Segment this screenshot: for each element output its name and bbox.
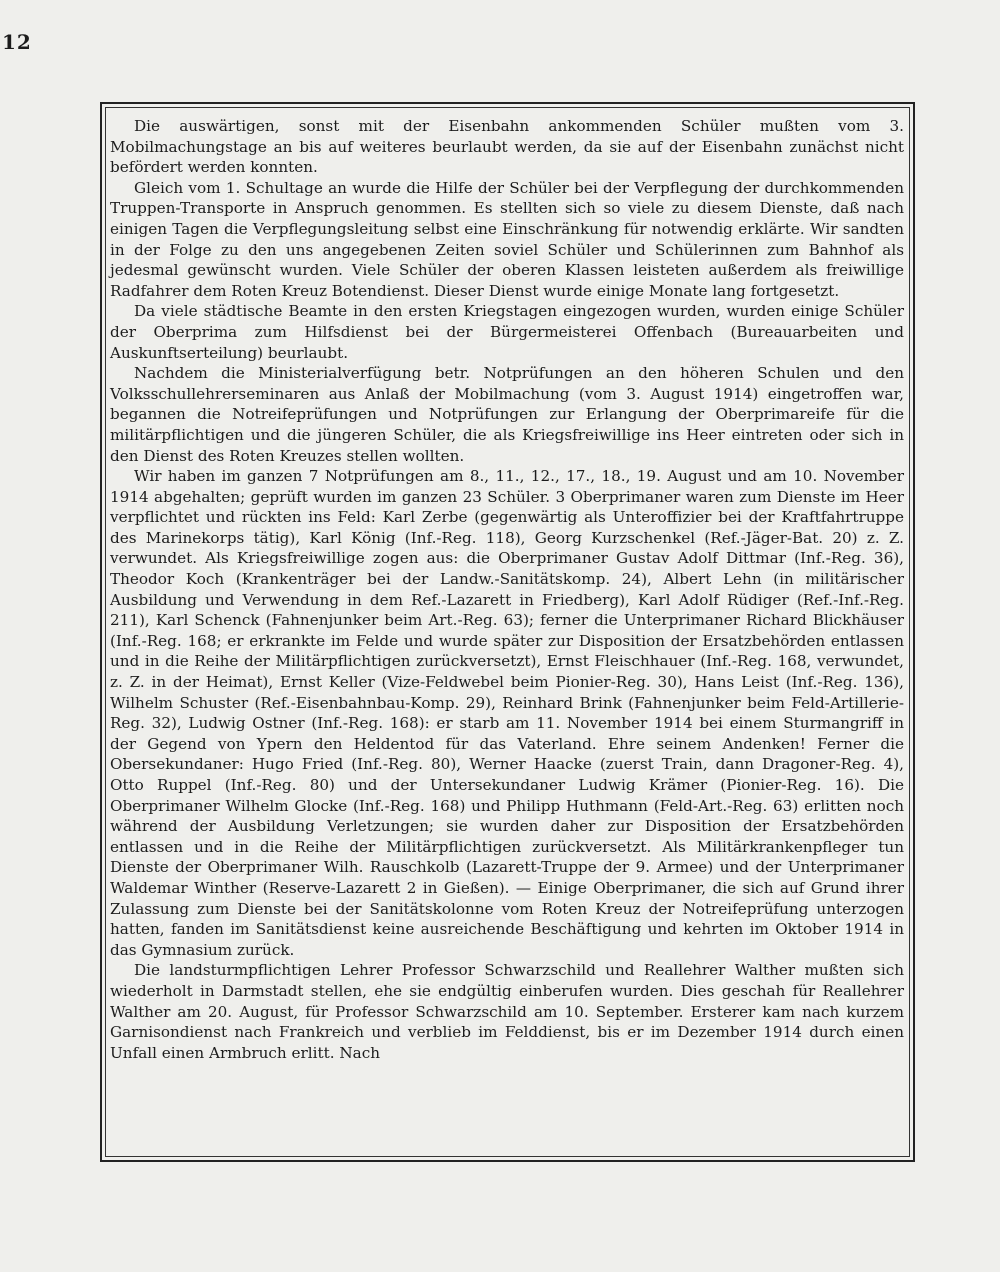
body-text xyxy=(110,116,904,1063)
paragraph-5: Wir haben im ganzen 7 Notprüfungen am 8., 11., 12., 17., 18., 19. August und am 10. November 1914 abgehalten; geprüft wurden im ganzen 23 Schüler. 3 Oberprimaner waren zum Dienste im Heer verpflichtet und rückten ins Feld: Karl Zerbe (gegenwärtig als Unteroffizier bei der Kraftfahrtruppe des Marinekorps tätig), Karl König (Inf.-Reg. 118), Georg Kurzschenkel (Ref.-Jäger-Bat. 20) z. Z. verwundet. Als Kriegsfreiwillige zogen aus: die Oberprimaner Gustav Adolf Dittmar (Inf.-Reg. 36), Theodor Koch (Krankenträger bei der Landw.-Sanitätskomp. 24), Albert Lehn (in militärischer Ausbildung und Verwendung in dem Ref.-Lazarett in Friedberg), Karl Adolf Rüdiger (Ref.-Inf.-Reg. 211), Karl Schenck (Fahnenjunker beim Art.-Reg. 63); ferner die Unterprimaner Richard Blickhäuser (Inf.-Reg. 168; er erkrankte im Felde und wurde später zur Disposition der Ersatzbehörden entlassen und in die Reihe der Militärpflichtigen zurückversetzt), Ernst Fleischhauer (Inf.-Reg. 168, verwundet, z. Z. in der Heimat), Ernst Keller (Vize-Feldwebel beim Pionier-Reg. 30), Hans Leist (Inf.-Reg. 136), Wilhelm Schuster (Ref.-Eisenbahnbau-Komp. 29), Reinhard Brink (Fahnenjunker beim Feld-Artillerie-Reg. 32), Ludwig Ostner (Inf.-Reg. 168): er starb am 11. November 1914 bei einem Sturmangriff in der Gegend von Ypern den Heldentod für das Vaterland. Ehre seinem Andenken! Ferner die Obersekundaner: Hugo Fried (Inf.-Reg. 80), Werner Haacke (zuerst Train, dann Dragoner-Reg. 4), Otto Ruppel (Inf.-Reg. 80) und der Untersekundaner Ludwig Krämer (Pionier-Reg. 16). Die Oberprimaner Wilhelm Glocke (Inf.-Reg. 168) und Philipp Huthmann (Feld-Art.-Reg. 63) erlitten noch während der Ausbildung Verletzungen; sie wurden daher zur Disposition der Ersatzbehörden entlassen und in die Reihe der Militärpflichtigen zurückversetzt. Als Militärkrankenpfleger tun Dienste der Oberprimaner Wilh. Rauschkolb (Lazarett-Truppe der 9. Armee) und der Unterprimaner Waldemar Winther (Reserve-Lazarett 2 in Gießen). — Einige Oberprimaner, die sich auf Grund ihrer Zulassung zum Dienste bei der Sanitätskolonne vom Roten Kreuz der Notreifeprüfung unterzogen hatten, fanden im Sanitätsdienst keine ausreichende Beschäftigung und kehrten im Oktober 1914 in das Gymnasium zurück. xyxy=(110,467,904,959)
paragraph-1: Die auswärtigen, sonst mit der Eisenbahn ankommenden Schüler mußten vom 3. Mobilmachungstage an bis auf weiteres beurlaubt werden, da sie auf der Eisenbahn zunächst nicht befördert werden konnten. xyxy=(110,117,904,177)
paragraph-2: Gleich vom 1. Schultage an wurde die Hilfe der Schüler bei der Verpflegung der durchkommenden Truppen-Transporte in Anspruch genommen. Es stellten sich so viele zu diesem Dienste, daß nach einigen Tagen die Verpflegungsleitung selbst eine Einschränkung für notwendig erklärte. Wir sandten in der Folge zu den uns angegebenen Zeiten soviel Schüler und Schülerinnen zum Bahnhof als jedesmal gewünscht wurden. Viele Schüler der oberen Klassen leisteten außerdem als freiwillige Radfahrer dem Roten Kreuz Botendienst. Dieser Dienst wurde einige Monate lang fortgesetzt. xyxy=(110,178,904,300)
page-number: 12 xyxy=(2,30,32,54)
paragraph-6: Die landsturmpflichtigen Lehrer Professor Schwarzschild und Reallehrer Walther mußten sich wiederholt in Darmstadt stellen, ehe sie endgültig einberufen wurden. Dies geschah für Reallehrer Walther am 20. August, für Professor Schwarzschild am 10. September. Ersterer kam nach kurzem Garnisondienst nach Frankreich und verblieb im Felddienst, bis er im Dezember 1914 durch einen Unfall einen Armbruch erlitt. Nach xyxy=(110,961,904,1062)
paragraph-3: Da viele städtische Beamte in den ersten Kriegstagen eingezogen wurden, wurden einige Schüler der Oberprima zum Hilfsdienst bei der Bürgermeisterei Offenbach (Bureauarbeiten und Auskunftserteilung) beurlaubt. xyxy=(110,302,904,362)
paragraph-4: Nachdem die Ministerialverfügung betr. Notprüfungen an den höheren Schulen und den Volksschullehrerseminaren aus Anlaß der Mobilmachung (vom 3. August 1914) eingetroffen war, begannen die Notreifeprüfungen und Notprüfungen zur Erlangung der Oberprimareife für die militärpflichtigen und die jüngeren Schüler, die als Kriegsfreiwillige ins Heer eintreten oder sich in den Dienst des Roten Kreuzes stellen wollten. xyxy=(110,364,904,465)
